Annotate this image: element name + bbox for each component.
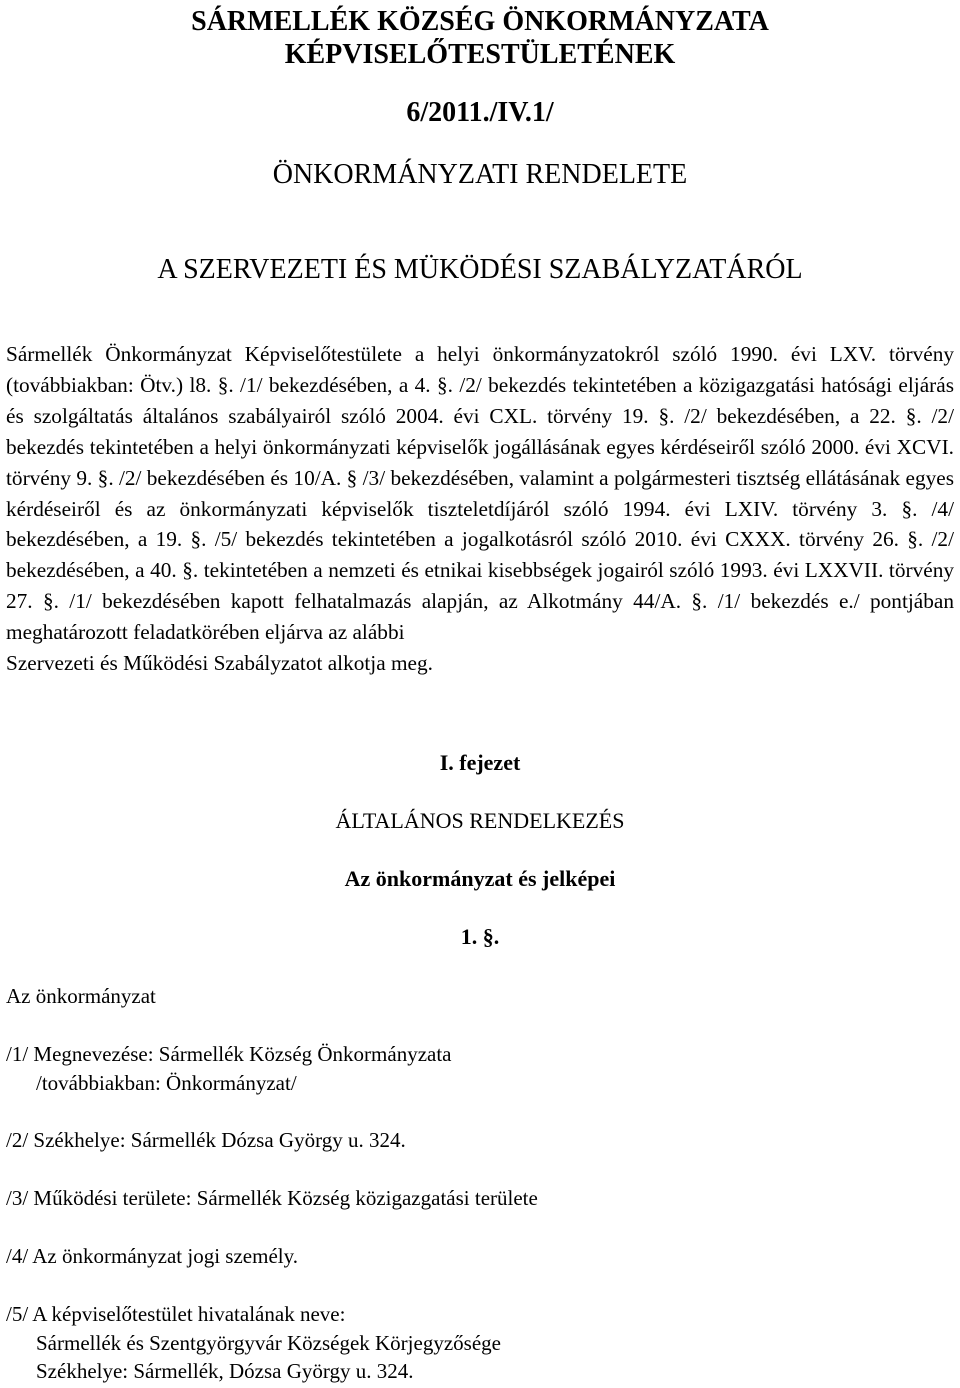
item-3-area: /3/ Működési területe: Sármellék Község közigazgatási területe (6, 1186, 538, 1210)
header-line-2: KÉPVISELŐTESTÜLETÉNEK (284, 39, 676, 70)
item-1-name: /1/ Megnevezése: Sármellék Község Önkormányzata (6, 1042, 452, 1066)
preamble-last-line: Szervezeti és Működési Szabályzatot alkotja meg. (6, 651, 433, 676)
decree-number: 6/2011./IV.1/ (406, 97, 554, 128)
header-line-1: SÁRMELLÉK KÖZSÉG ÖNKORMÁNYZATA (191, 6, 769, 37)
item-4-legal: /4/ Az önkormányzat jogi személy. (6, 1244, 298, 1268)
item-2-seat: /2/ Székhelye: Sármellék Dózsa György u. 324. (6, 1128, 406, 1152)
section-label: Az önkormányzat (6, 984, 156, 1008)
item-5-office: /5/ A képviselőtestület hivatalának neve: (6, 1302, 346, 1326)
section-number: 1. §. (460, 924, 500, 949)
chapter-title: ÁLTALÁNOS RENDELKEZÉS (335, 808, 625, 833)
preamble-body: Sármellék Önkormányzat Képviselőtestülete a helyi önkormányzatokról szóló 1990. évi LXV. törvény (továbbiakban: Ötv.) l8. §. /1/ bekezdésében, a 4. §. /2/ bekezdés tekintetében a közigazgatási hatósági eljárás és szolgáltatás általános szabályairól szóló 2004. évi CXL. törvény 19. §. /2/ bekezdésében, a 22. §. /2/ bekezdés tekintetében a helyi önkormányzati képviselők jogállásának egyes kérdéseiről szóló 2000. évi XCVI. törvény 9. §. /2/ bekezdésében és 10/A. § /3/ bekezdésében, valamint a polgármesteri tisztség ellátásának egyes kérdéseiről és az önkormányzati képviselők tiszteletdíjáról szóló 1994. évi LXIV. törvény 3. §. /4/ bekezdésében, a 19. §. /5/ bekezdés tekintetében a jogalkotásról szóló 2010. évi CXXX. törvény 26. §. /2/ bekezdésében, a 40. §. tekintetében a nemzeti és etnikai kisebbségek jogairól szóló 1993. évi LXXVII. törvény 27. §. /1/ bekezdésében kapott felhatalmazás alapján, az Alkotmány 44/A. §. /1/ bekezdés e./ pontjában meghatározott feladatkörében eljárva az alábbi (6, 342, 954, 645)
header-line-3: ÖNKORMÁNYZATI RENDELETE (272, 159, 688, 190)
item-5-office-seat: Székhelye: Sármellék, Dózsa György u. 324. (36, 1359, 414, 1383)
chapter-number: I. fejezet (439, 750, 521, 775)
item-1-alias: /továbbiakban: Önkormányzat/ (36, 1071, 297, 1095)
item-5-office-name: Sármellék és Szentgyörgyvár Községek Körjegyzősége (36, 1331, 501, 1355)
preamble-paragraph (6, 339, 954, 679)
chapter-subtitle: Az önkormányzat és jelképei (344, 866, 616, 891)
header-line-4: A SZERVEZETI ÉS MÜKÖDÉSI SZABÁLYZATÁRÓL (157, 254, 803, 285)
